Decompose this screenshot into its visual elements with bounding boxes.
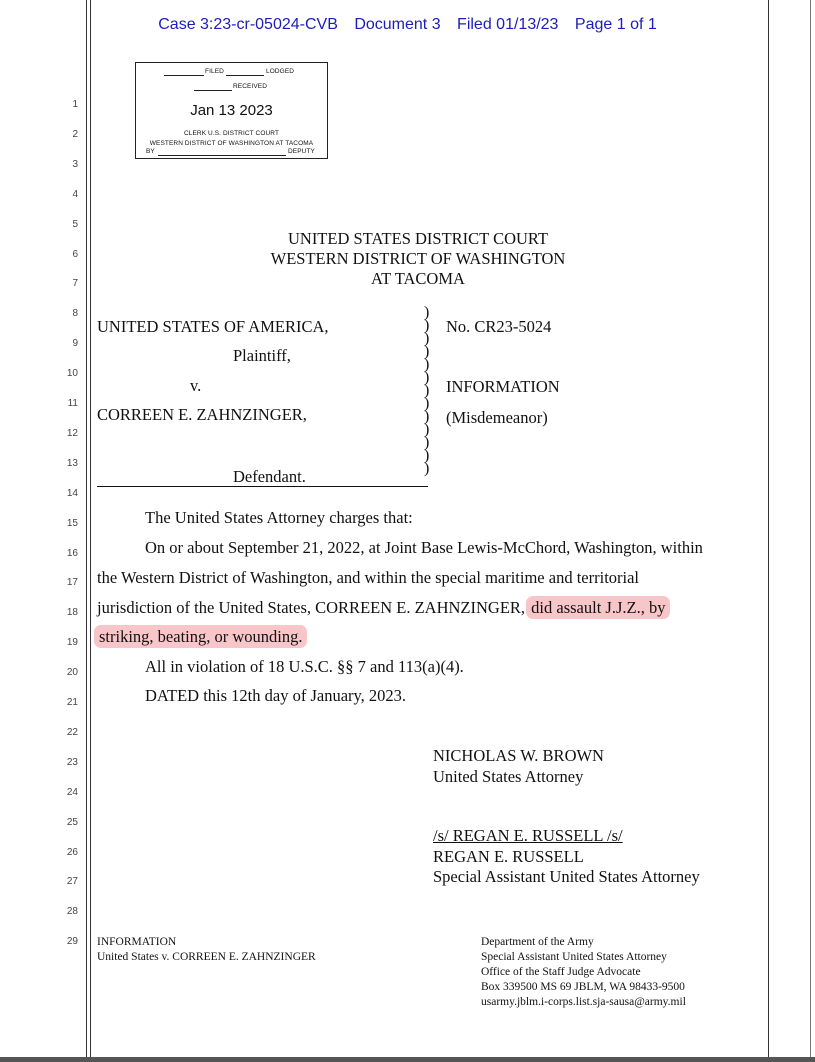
- caption-parentheses: ) ) ) ) ) ) ) ) ) ) ) ) ): [424, 304, 430, 477]
- line-number: 21: [66, 697, 78, 708]
- line-number: 28: [66, 906, 78, 918]
- highlight-striking: striking, beating, or wounding.: [94, 625, 307, 648]
- court-name: UNITED STATES DISTRICT COURT: [287, 229, 548, 248]
- charge-line-4: [97, 627, 304, 647]
- footer-org: Department of the Army: [481, 936, 594, 948]
- line-number: 22: [66, 726, 78, 738]
- footer-email: usarmy.jblm.i-corps.list.sja-sausa@army.mil: [481, 996, 686, 1008]
- case-no: No. CR23-5024: [446, 317, 552, 336]
- line-number: 17: [66, 577, 78, 589]
- footer-case-title: United States v. CORREEN E. ZAHNZINGER: [97, 951, 316, 963]
- line-number: 18: [66, 607, 78, 619]
- left-margin-line-outer: [86, 0, 87, 1062]
- defendant-name: CORREEN E. ZAHNZINGER,: [97, 405, 307, 424]
- line-number: 3: [72, 158, 78, 170]
- document-subtype: (Misdemeanor): [446, 408, 548, 427]
- plaintiff-role: Plaintiff,: [233, 346, 291, 365]
- filed-date: Filed 01/13/23: [457, 16, 559, 33]
- line-number: 6: [72, 248, 78, 260]
- line-number: 23: [66, 756, 78, 768]
- footer-left: [97, 935, 316, 965]
- dated-line: DATED this 12th day of January, 2023.: [145, 686, 407, 705]
- signature-line: /s/ REGAN E. RUSSELL /s/: [433, 826, 623, 845]
- attorney-name: NICHOLAS W. BROWN: [433, 746, 604, 765]
- stamp-district: WESTERN DISTRICT OF WASHINGTON AT TACOMA: [149, 140, 314, 147]
- line-number: 11: [67, 398, 78, 409]
- line-number: 14: [66, 487, 78, 499]
- versus: v.: [190, 376, 202, 395]
- signer-name: REGAN E. RUSSELL: [433, 847, 584, 866]
- stamp-received: RECEIVED: [233, 83, 268, 90]
- viewer-bottom-edge: [0, 1057, 815, 1062]
- line-number: 26: [66, 846, 78, 858]
- line-number: 2: [72, 128, 78, 140]
- filing-stamp: [135, 62, 328, 159]
- stamp-date: Jan 13 2023: [190, 102, 273, 119]
- caption-rule: [97, 486, 428, 487]
- plaintiff-name: UNITED STATES OF AMERICA,: [97, 317, 329, 336]
- line-number: 9: [72, 338, 78, 350]
- footer-office: Special Assistant United States Attorney: [481, 951, 667, 963]
- charge-text: jurisdiction of the United States, CORREEN E. ZAHNZINGER,: [97, 598, 526, 617]
- stamp-clerk: CLERK U.S. DISTRICT COURT: [183, 130, 280, 137]
- page-indicator: Page 1 of 1: [574, 16, 657, 33]
- court-division: AT TACOMA: [371, 269, 465, 288]
- charge-line-3: [97, 598, 667, 618]
- signer-title: Special Assistant United States Attorney: [433, 867, 700, 886]
- document-number: Document 3: [354, 16, 441, 33]
- court-district: WESTERN DISTRICT OF WASHINGTON: [270, 249, 566, 268]
- line-number: 12: [66, 427, 78, 439]
- charge-line-2: the Western District of Washington, and within the special maritime and territorial: [97, 568, 640, 587]
- charge-line-1: On or about September 21, 2022, at Joint Base Lewis-McChord, Washington, within: [145, 538, 703, 557]
- line-number: 29: [66, 936, 78, 948]
- line-number: 19: [66, 637, 78, 649]
- line-number: 27: [66, 876, 78, 888]
- attorney-title: United States Attorney: [433, 767, 584, 786]
- footer-sja: Office of the Staff Judge Advocate: [481, 966, 641, 978]
- line-number: 20: [66, 667, 78, 679]
- line-number: 5: [72, 218, 78, 230]
- right-margin-line: [768, 0, 769, 1062]
- line-number: 16: [66, 547, 78, 559]
- footer-right: [481, 935, 686, 1010]
- stamp-deputy: DEPUTY: [288, 148, 315, 155]
- page-edge-line: [810, 0, 811, 1062]
- stamp-lodged: LODGED: [266, 68, 295, 75]
- case-number: Case 3:23-cr-05024-CVB: [158, 16, 338, 33]
- line-number: 25: [66, 816, 78, 828]
- line-number: 15: [66, 517, 78, 529]
- line-number: 1: [72, 99, 78, 110]
- violation-line: All in violation of 18 U.S.C. §§ 7 and 113(a)(4).: [145, 657, 464, 676]
- line-number: 7: [72, 278, 78, 290]
- intro-line: The United States Attorney charges that:: [145, 508, 413, 527]
- court-heading: [0, 229, 815, 289]
- line-number: 24: [66, 786, 78, 798]
- defendant-role: Defendant.: [233, 467, 306, 486]
- document-type: INFORMATION: [446, 377, 560, 396]
- stamp-by: BY: [146, 148, 155, 155]
- left-margin-line-inner: [90, 0, 91, 1062]
- line-number: 10: [66, 368, 78, 380]
- footer-doc-type: INFORMATION: [97, 936, 177, 948]
- ecf-header: [0, 16, 815, 34]
- line-number: 4: [72, 188, 78, 200]
- line-number: 8: [72, 308, 78, 320]
- highlight-assault: did assault J.J.Z., by: [526, 596, 670, 619]
- stamp-filed: FILED: [205, 68, 224, 75]
- line-number: 13: [66, 457, 78, 469]
- footer-address: Box 339500 MS 69 JBLM, WA 98433-9500: [481, 981, 685, 993]
